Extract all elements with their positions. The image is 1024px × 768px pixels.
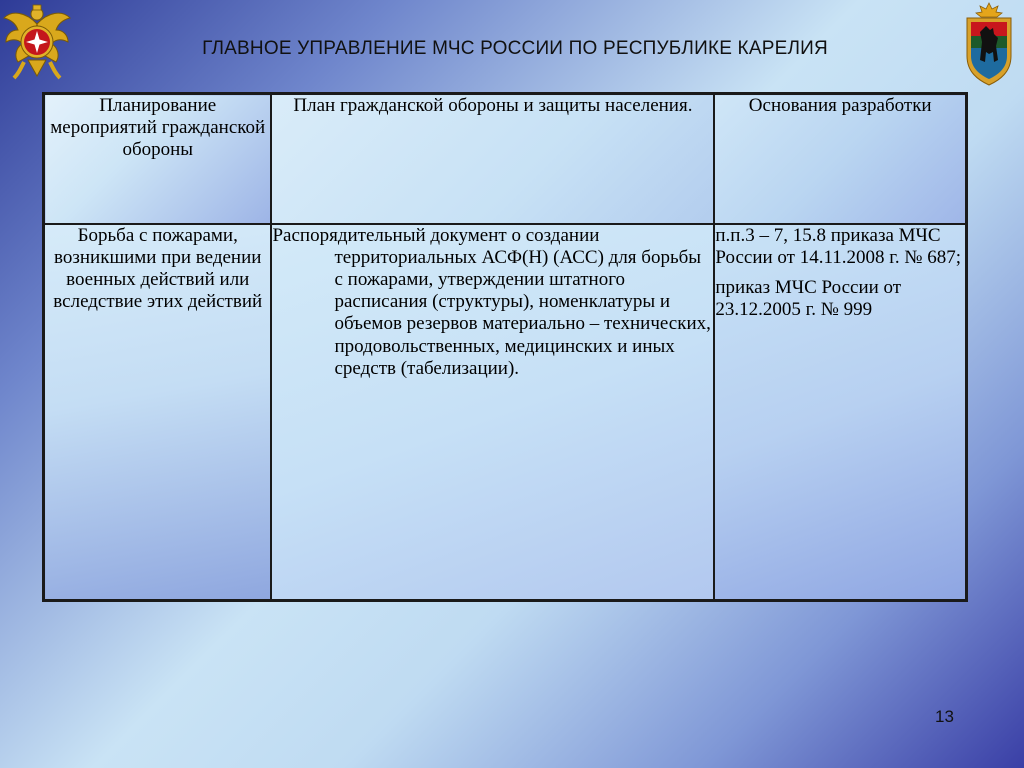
slide-title: ГЛАВНОЕ УПРАВЛЕНИЕ МЧС РОССИИ ПО РЕСПУБЛИКЕ КАРЕЛИЯ [202,38,828,59]
karelia-coat-of-arms-icon [960,2,1018,86]
header-cell-planning: Планирование мероприятий гражданской обороны [44,94,272,224]
cell-basis [714,224,966,601]
table-row [44,224,967,601]
basis-order-999: приказ МЧС России от 23.12.2005 г. № 999 [715,276,902,321]
basis-order-687: п.п.3 – 7, 15.8 приказа МЧС России от 14.11.2008 г. № 687; [715,224,962,268]
cell-plan-document [271,224,714,601]
mchs-emblem-icon [2,2,72,80]
plan-document-text: Распорядительный документ о создании территориальных АСФ(Н) (АСС) для борьбы с пожарами, утверждении штатного расписания (структуры), номенклатуры и объемов резервов материально – технических, продовольственных, медицинских и иных средств (табелизации). [272,224,711,379]
header-cell-plan: План гражданской обороны и защиты населения. [271,94,714,224]
page-number: 13 [935,707,954,726]
cell-measure: Борьба с пожарами, возникшими при ведении военных действий или вследствие этих действий [44,224,272,601]
header-cell-basis: Основания разработки [714,94,966,224]
planning-table [42,92,968,602]
table-header-row [44,94,967,224]
